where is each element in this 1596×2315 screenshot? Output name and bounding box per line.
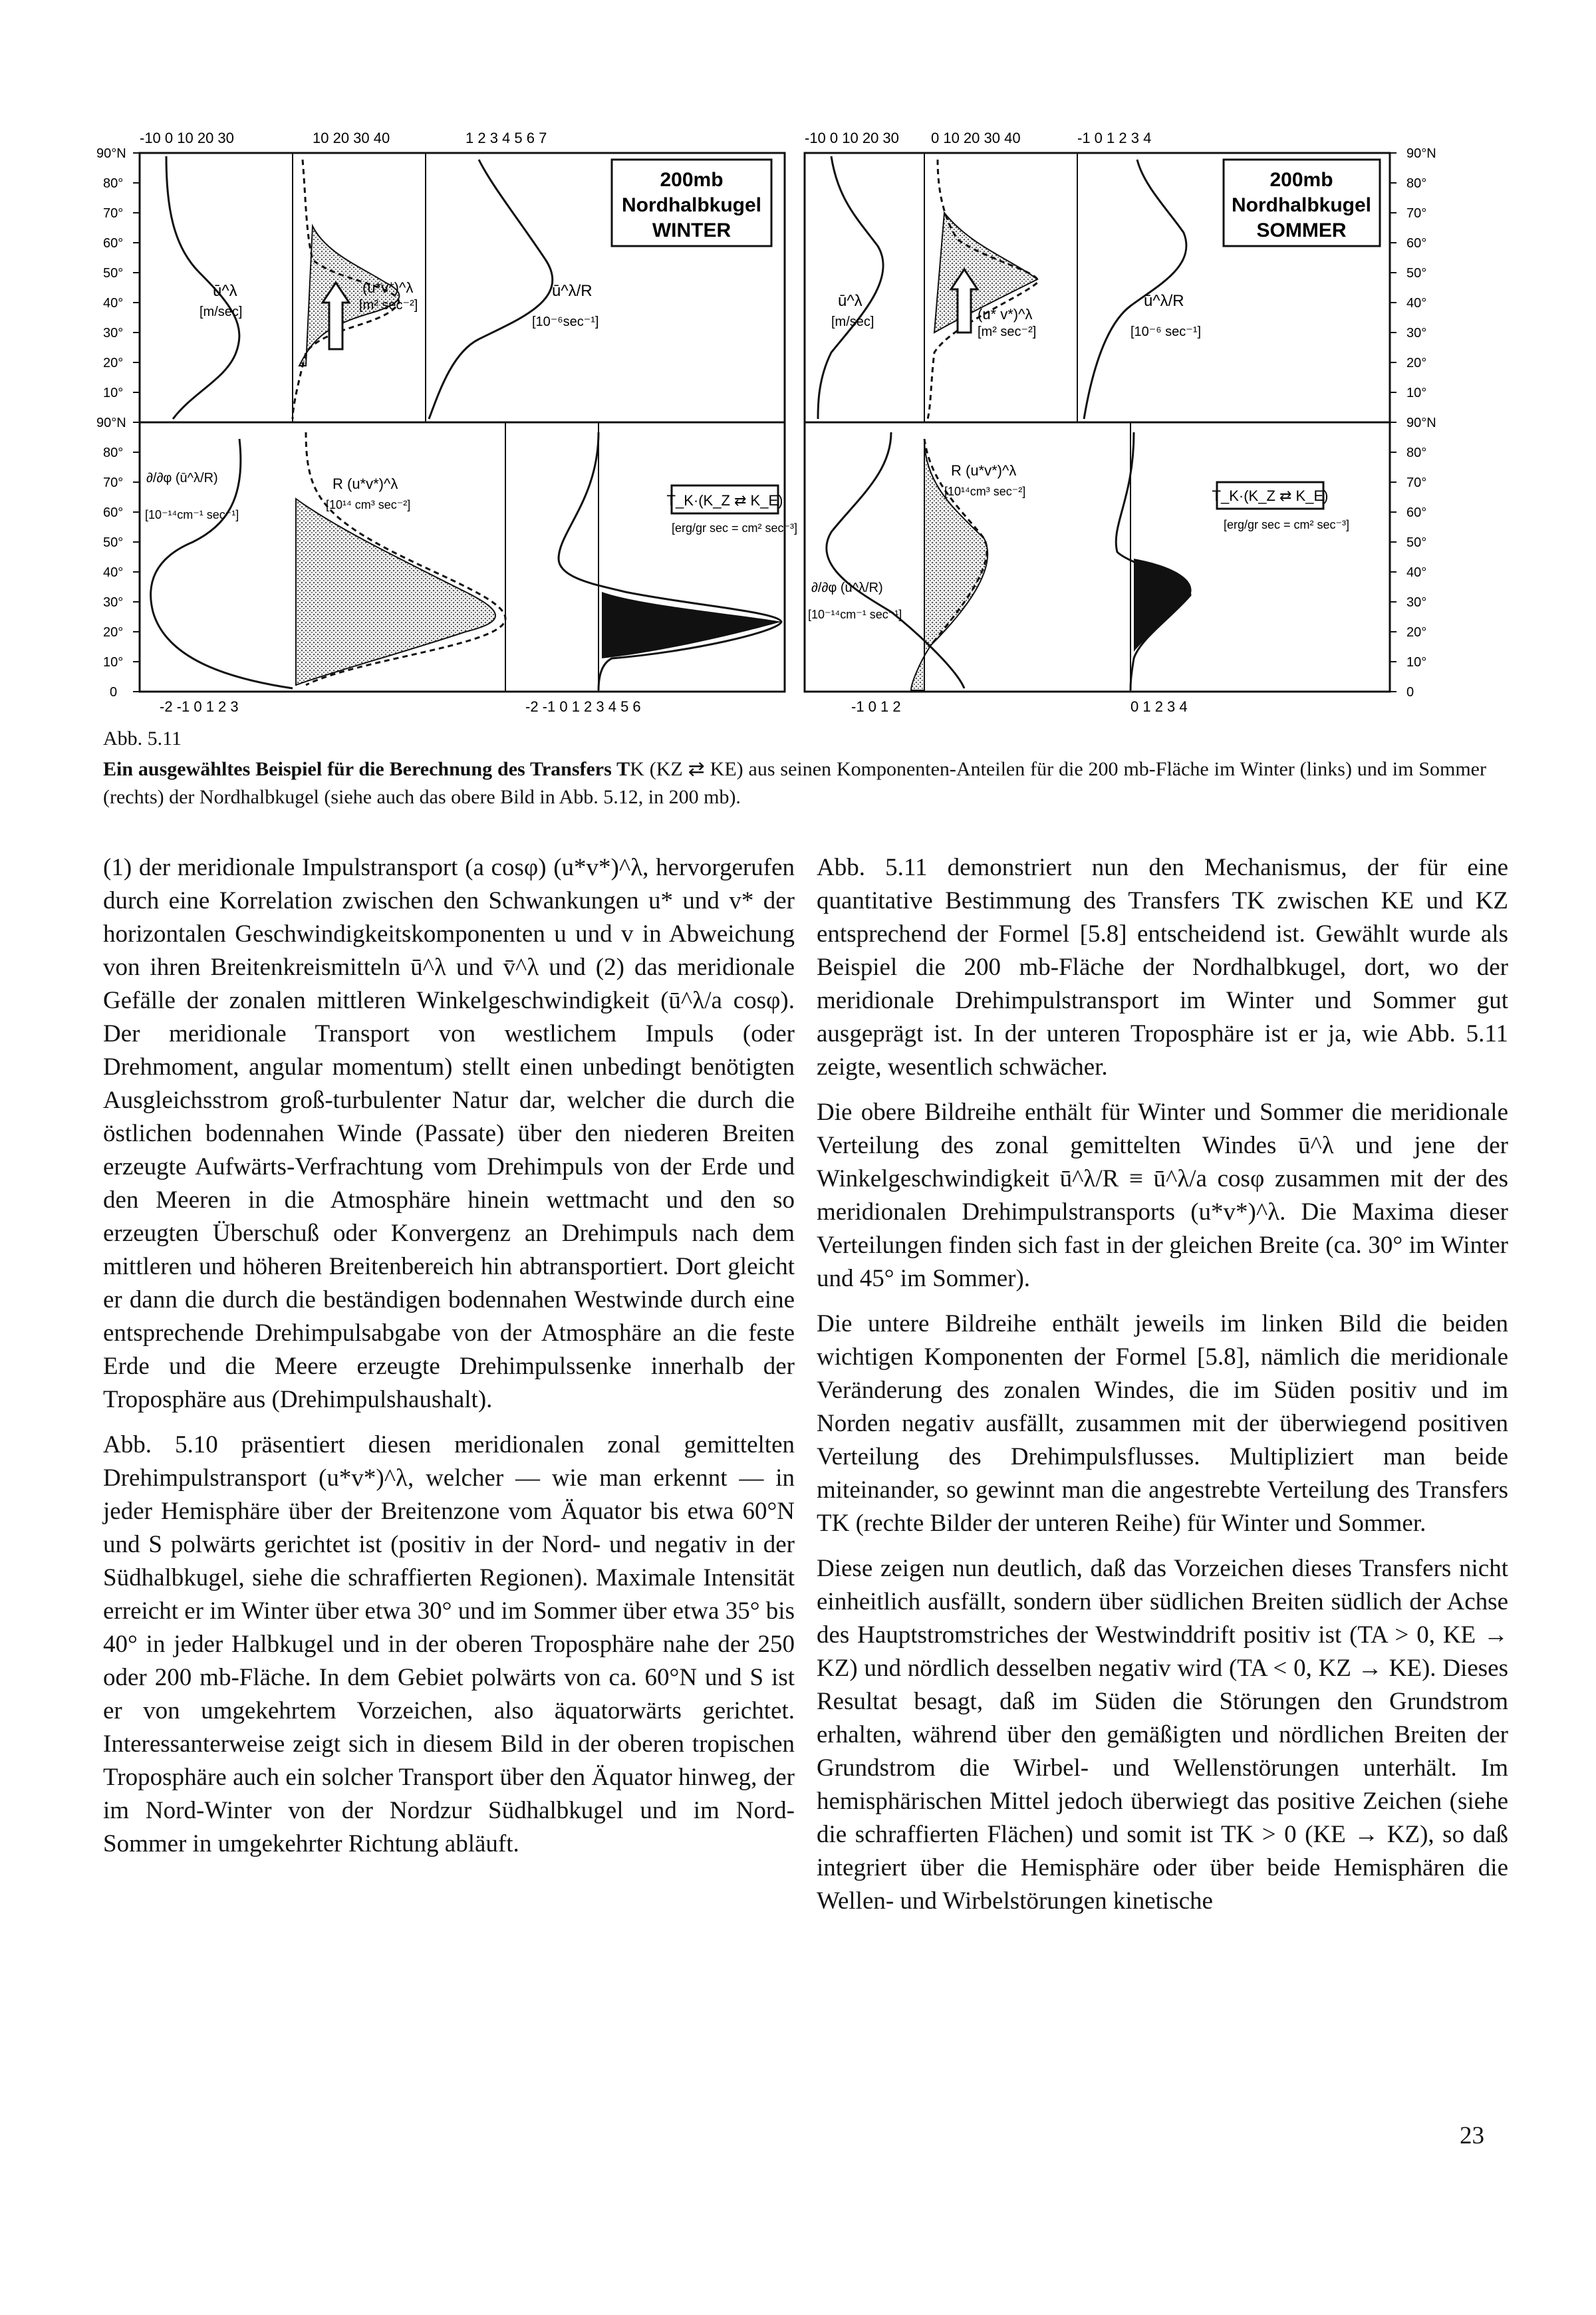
winter-bottom-scale-2: -2 -1 0 1 2 3 4 5 6 <box>525 698 641 715</box>
svg-text:50°: 50° <box>1406 266 1427 281</box>
summer-top-scale-1: -10 0 10 20 30 <box>805 130 899 146</box>
winter-u-label: ū^λ <box>213 282 237 300</box>
svg-text:60°: 60° <box>103 236 124 251</box>
svg-text:70°: 70° <box>1406 206 1427 221</box>
summer-top-scale-2: 0 10 20 30 40 <box>931 130 1021 146</box>
winter-top-scale-2: 10 20 30 40 <box>313 130 390 146</box>
svg-text:90°N: 90°N <box>1406 416 1436 430</box>
winter-grad-label: ∂/∂φ (ū^λ/R) <box>146 471 218 485</box>
svg-text:10°: 10° <box>103 386 124 400</box>
svg-text:30°: 30° <box>1406 326 1427 340</box>
summer-ur-label: ū^λ/R <box>1144 292 1184 310</box>
svg-text:20°: 20° <box>103 625 124 640</box>
summer-box-line-2: Nordhalbkugel <box>1231 194 1372 216</box>
svg-text:90°N: 90°N <box>96 146 126 161</box>
svg-text:60°: 60° <box>103 505 124 520</box>
summer-tk-unit: [erg/gr sec = cm² sec⁻³] <box>1224 518 1350 531</box>
figure-abb-5-11 <box>93 126 1476 725</box>
figure-caption <box>103 755 1486 811</box>
winter-r-uv-label: R (u*v*)^λ <box>332 476 398 492</box>
right-paragraph-2: Die obere Bildreihe enthält für Winter und Sommer die meridionale Verteilung des zonal gemittelten Windes ū^λ und jene der Winkelgeschwindigkeit ū^λ/R ≡ ū^λ/a cosφ zusammen mit der des meridionalen Drehimpulstransports (u*v*)^λ. Die Maxima dieser Verteilungen finden sich fast in der gleichen Breite (ca. 30° im Winter und 45° im Sommer). <box>817 1099 1508 1292</box>
winter-box-line-2: Nordhalbkugel <box>621 194 762 216</box>
summer-u-curve <box>818 156 883 419</box>
winter-ur-label: ū^λ/R <box>552 282 593 300</box>
winter-u-unit: [m/sec] <box>200 305 243 319</box>
svg-text:10°: 10° <box>103 655 124 670</box>
right-paragraph-3: Die untere Bildreihe enthält jeweils im linken Bild die beiden wichtigen Komponenten der Formel [5.8], nämlich die meridionale Veränderung des zonalen Windes, die im Süden positiv und im Norden negativ ausfällt, zusammen mit der überwiegend positiven Verteilung des Drehimpulsflusses. Multipliziert man beide miteinander, so gewinnt man die angestrebte Verteilung des Transfers TK (rechte Bilder der unteren Reihe) für Winter und Sommer. <box>817 1310 1508 1537</box>
caption-bold-part: Ein ausgewähltes Beispiel für die Berechnung des Transfers T <box>103 758 630 780</box>
summer-ur-unit: [10⁻⁶ sec⁻¹] <box>1130 325 1202 339</box>
summer-grad-label: ∂/∂φ (ū^λ/R) <box>811 581 883 595</box>
svg-text:20°: 20° <box>1406 625 1427 640</box>
caption-rest: K (KZ ⇄ KE) aus seinen Komponenten-Anteilen für die 200 mb-Fläche im Winter (links) und im Sommer (rechts) der Nordhalbkugel (siehe auch das obere Bild in Abb. 5.12, in 200 mb). <box>103 758 1486 808</box>
svg-text:80°: 80° <box>1406 446 1427 460</box>
summer-box-line-1: 200mb <box>1269 169 1333 191</box>
figure-label: Abb. 5.11 <box>103 728 182 749</box>
summer-bottom-scale-2: 0 1 2 3 4 <box>1130 698 1188 715</box>
winter-top-scale-3: 1 2 3 4 5 6 7 <box>466 130 547 146</box>
winter-box-line-3: WINTER <box>652 219 732 241</box>
winter-tk-unit: [erg/gr sec = cm² sec⁻³] <box>672 521 798 535</box>
summer-tk-curve <box>1116 432 1190 690</box>
winter-panel <box>133 130 797 715</box>
left-latitude-axis <box>96 146 126 700</box>
svg-text:40°: 40° <box>1406 296 1427 311</box>
winter-uv-shaded <box>299 226 399 366</box>
summer-r-uv-unit: [10¹⁴cm³ sec⁻²] <box>944 485 1026 498</box>
page-number: 23 <box>1460 2122 1484 2149</box>
svg-text:70°: 70° <box>103 206 124 221</box>
summer-tk-label: T_K·(K_Z ⇄ K_E) <box>1212 487 1329 504</box>
svg-text:90°N: 90°N <box>96 416 126 430</box>
svg-text:30°: 30° <box>1406 595 1427 610</box>
left-paragraph-1: (1) der meridionale Impulstransport (a cosφ) (u*v*)^λ, hervorgerufen durch eine Korrelation zwischen den Schwankungen u* und v* der horizontalen Geschwindigkeitskomponenten u und v in Abweichung von ihren Breitenkreismitteln ū^λ und v̄^λ und (2) das meridionale Gefälle der zonalen mittleren Winkelgeschwindigkeit (ū^λ/a cosφ). Der meridionale Transport von westlichem Impuls (oder Drehmoment, angular momentum) stellt einen unbedingt benötigten Ausgleichsstrom groß-turbulenter Natur dar, welcher die durch die östlichen bodennahen Winde (Passate) über den niederen Breiten erzeugte Aufwärts-Verfrachtung vom Drehimpuls von der Erde und den Meeren in die Atmosphäre hinein wettmacht und den so erzeugten Überschuß oder Konvergenz an Drehimpuls nach dem mittleren und höheren Breitenbereich hin abtransportiert. Dort gleicht er dann die durch die beständigen bodennahen Westwinde durch eine entsprechende Drehimpulsabgabe von der Atmosphäre an die feste Erde und die Meere erzeugte Drehimpulssenke innerhalb der Troposphäre aus (Drehimpulshaushalt). <box>103 854 795 1413</box>
winter-grad-unit: [10⁻¹⁴cm⁻¹ sec⁻¹] <box>145 508 239 521</box>
svg-text:60°: 60° <box>1406 505 1427 520</box>
summer-bottom-scale-1: -1 0 1 2 <box>851 698 901 715</box>
summer-grad-unit: [10⁻¹⁴cm⁻¹ sec⁻¹] <box>808 608 902 621</box>
svg-text:70°: 70° <box>1406 476 1427 490</box>
left-column <box>103 851 795 1873</box>
svg-text:10°: 10° <box>1406 386 1427 400</box>
winter-r-uv-unit: [10¹⁴ cm³ sec⁻²] <box>326 498 411 511</box>
summer-box-line-3: SOMMER <box>1256 219 1347 241</box>
left-paragraph-2: Abb. 5.10 präsentiert diesen meridionalen zonal gemittelten Drehimpulstransport (u*v*)^λ, welcher — wie man erkennt — in jeder Hemisphäre über der Breitenzone vom Äquator bis etwa 60°N und S polwärts gerichtet ist (positiv in der Nord- und negativ in der Südhalbkugel, siehe die schraffierten Regionen). Maximale Intensität erreicht er im Winter über etwa 30° und im Sommer über etwa 35° bis 40° in jeder Halbkugel und in der oberen Troposphäre nahe der 250 oder 200 mb-Fläche. In dem Gebiet polwärts von ca. 60°N und S ist er von umgekehrtem Vorzeichen, also äquatorwärts gerichtet. Interessanterweise zeigt sich in diesem Bild in der oberen tropischen Troposphäre auch ein solcher Transport über den Äquator hinweg, der im Nord-Winter von der Nordzur Südhalbkugel und im Nord-Sommer in umgekehrter Richtung abläuft. <box>103 1431 795 1857</box>
right-latitude-axis <box>1406 146 1436 700</box>
winter-tk-label: T_K·(K_Z ⇄ K_E) <box>666 492 783 509</box>
right-column <box>817 851 1508 1930</box>
winter-bottom-scale-1: -2 -1 0 1 2 3 <box>160 698 239 715</box>
svg-text:70°: 70° <box>103 476 124 490</box>
svg-text:50°: 50° <box>103 535 124 550</box>
svg-text:0: 0 <box>110 685 118 700</box>
winter-uv-unit: [m² sec⁻²] <box>359 298 418 313</box>
right-paragraph-4: Diese zeigen nun deutlich, daß das Vorzeichen dieses Transfers nicht einheitlich ausfällt, sondern über südlichen Breiten südlich der Achse des Hauptstromstriches der Westwinddrift positiv ist (TA > 0, KE → KZ) und nördlich desselben negativ wird (TA < 0, KZ → KE). Dieses Resultat besagt, daß im Süden die Störungen den Grundstrom erhalten, während über den gemäßigten und nördlichen Breiten der Grundstrom die Wirbel- und Wellenstörungen unterhält. Im hemisphärischen Mittel jedoch überwiegt das positive Zeichen (siehe die schraffierten Flächen) und somit ist TK > 0 (KE → KZ), so daß integriert über die Hemisphäre oder über beide Hemisphären die Wellen- und Wirbelstörungen kinetische <box>817 1555 1508 1915</box>
svg-text:20°: 20° <box>1406 356 1427 370</box>
svg-text:20°: 20° <box>103 356 124 370</box>
winter-ur-curve <box>429 160 553 419</box>
svg-text:80°: 80° <box>1406 176 1427 191</box>
svg-text:50°: 50° <box>103 266 124 281</box>
svg-text:30°: 30° <box>103 595 124 610</box>
right-paragraph-1: Abb. 5.11 demonstriert nun den Mechanismus, der für eine quantitative Bestimmung des Transfers TK zwischen KE und KZ entsprechend der Formel [5.8] entscheidend ist. Gewählt wurde als Beispiel die 200 mb-Fläche der Nordhalbkugel, dort, wo der meridionale Drehimpulstransport im Winter und Sommer gut ausgeprägt ist. In der unteren Troposphäre ist er ja, wie Abb. 5.11 zeigte, wesentlich schwächer. <box>817 854 1508 1081</box>
winter-ur-unit: [10⁻⁶sec⁻¹] <box>532 315 599 329</box>
winter-r-uv-shaded <box>296 499 495 685</box>
summer-tk-shaded <box>1134 559 1192 652</box>
svg-text:30°: 30° <box>103 326 124 340</box>
summer-panel <box>805 130 1396 715</box>
summer-r-uv-label: R (u*v*)^λ <box>951 462 1017 479</box>
svg-text:40°: 40° <box>103 565 124 580</box>
svg-text:50°: 50° <box>1406 535 1427 550</box>
summer-top-scale-3: -1 0 1 2 3 4 <box>1077 130 1152 146</box>
svg-text:40°: 40° <box>1406 565 1427 580</box>
svg-text:40°: 40° <box>103 296 124 311</box>
summer-ur-curve <box>1084 160 1186 419</box>
winter-top-scale-1: -10 0 10 20 30 <box>140 130 234 146</box>
winter-box-line-1: 200mb <box>660 169 724 191</box>
summer-u-label: ū^λ <box>838 292 863 310</box>
svg-text:0: 0 <box>1406 685 1414 700</box>
summer-uv-label: (u* v*)^λ <box>978 306 1033 323</box>
svg-text:80°: 80° <box>103 176 124 191</box>
svg-text:60°: 60° <box>1406 236 1427 251</box>
winter-tk-curve <box>559 432 781 690</box>
summer-uv-unit: [m² sec⁻²] <box>978 325 1037 339</box>
svg-text:10°: 10° <box>1406 655 1427 670</box>
winter-uv-label: (u*v*)^λ <box>362 279 414 296</box>
svg-text:90°N: 90°N <box>1406 146 1436 161</box>
summer-u-unit: [m/sec] <box>831 315 874 329</box>
svg-text:80°: 80° <box>103 446 124 460</box>
